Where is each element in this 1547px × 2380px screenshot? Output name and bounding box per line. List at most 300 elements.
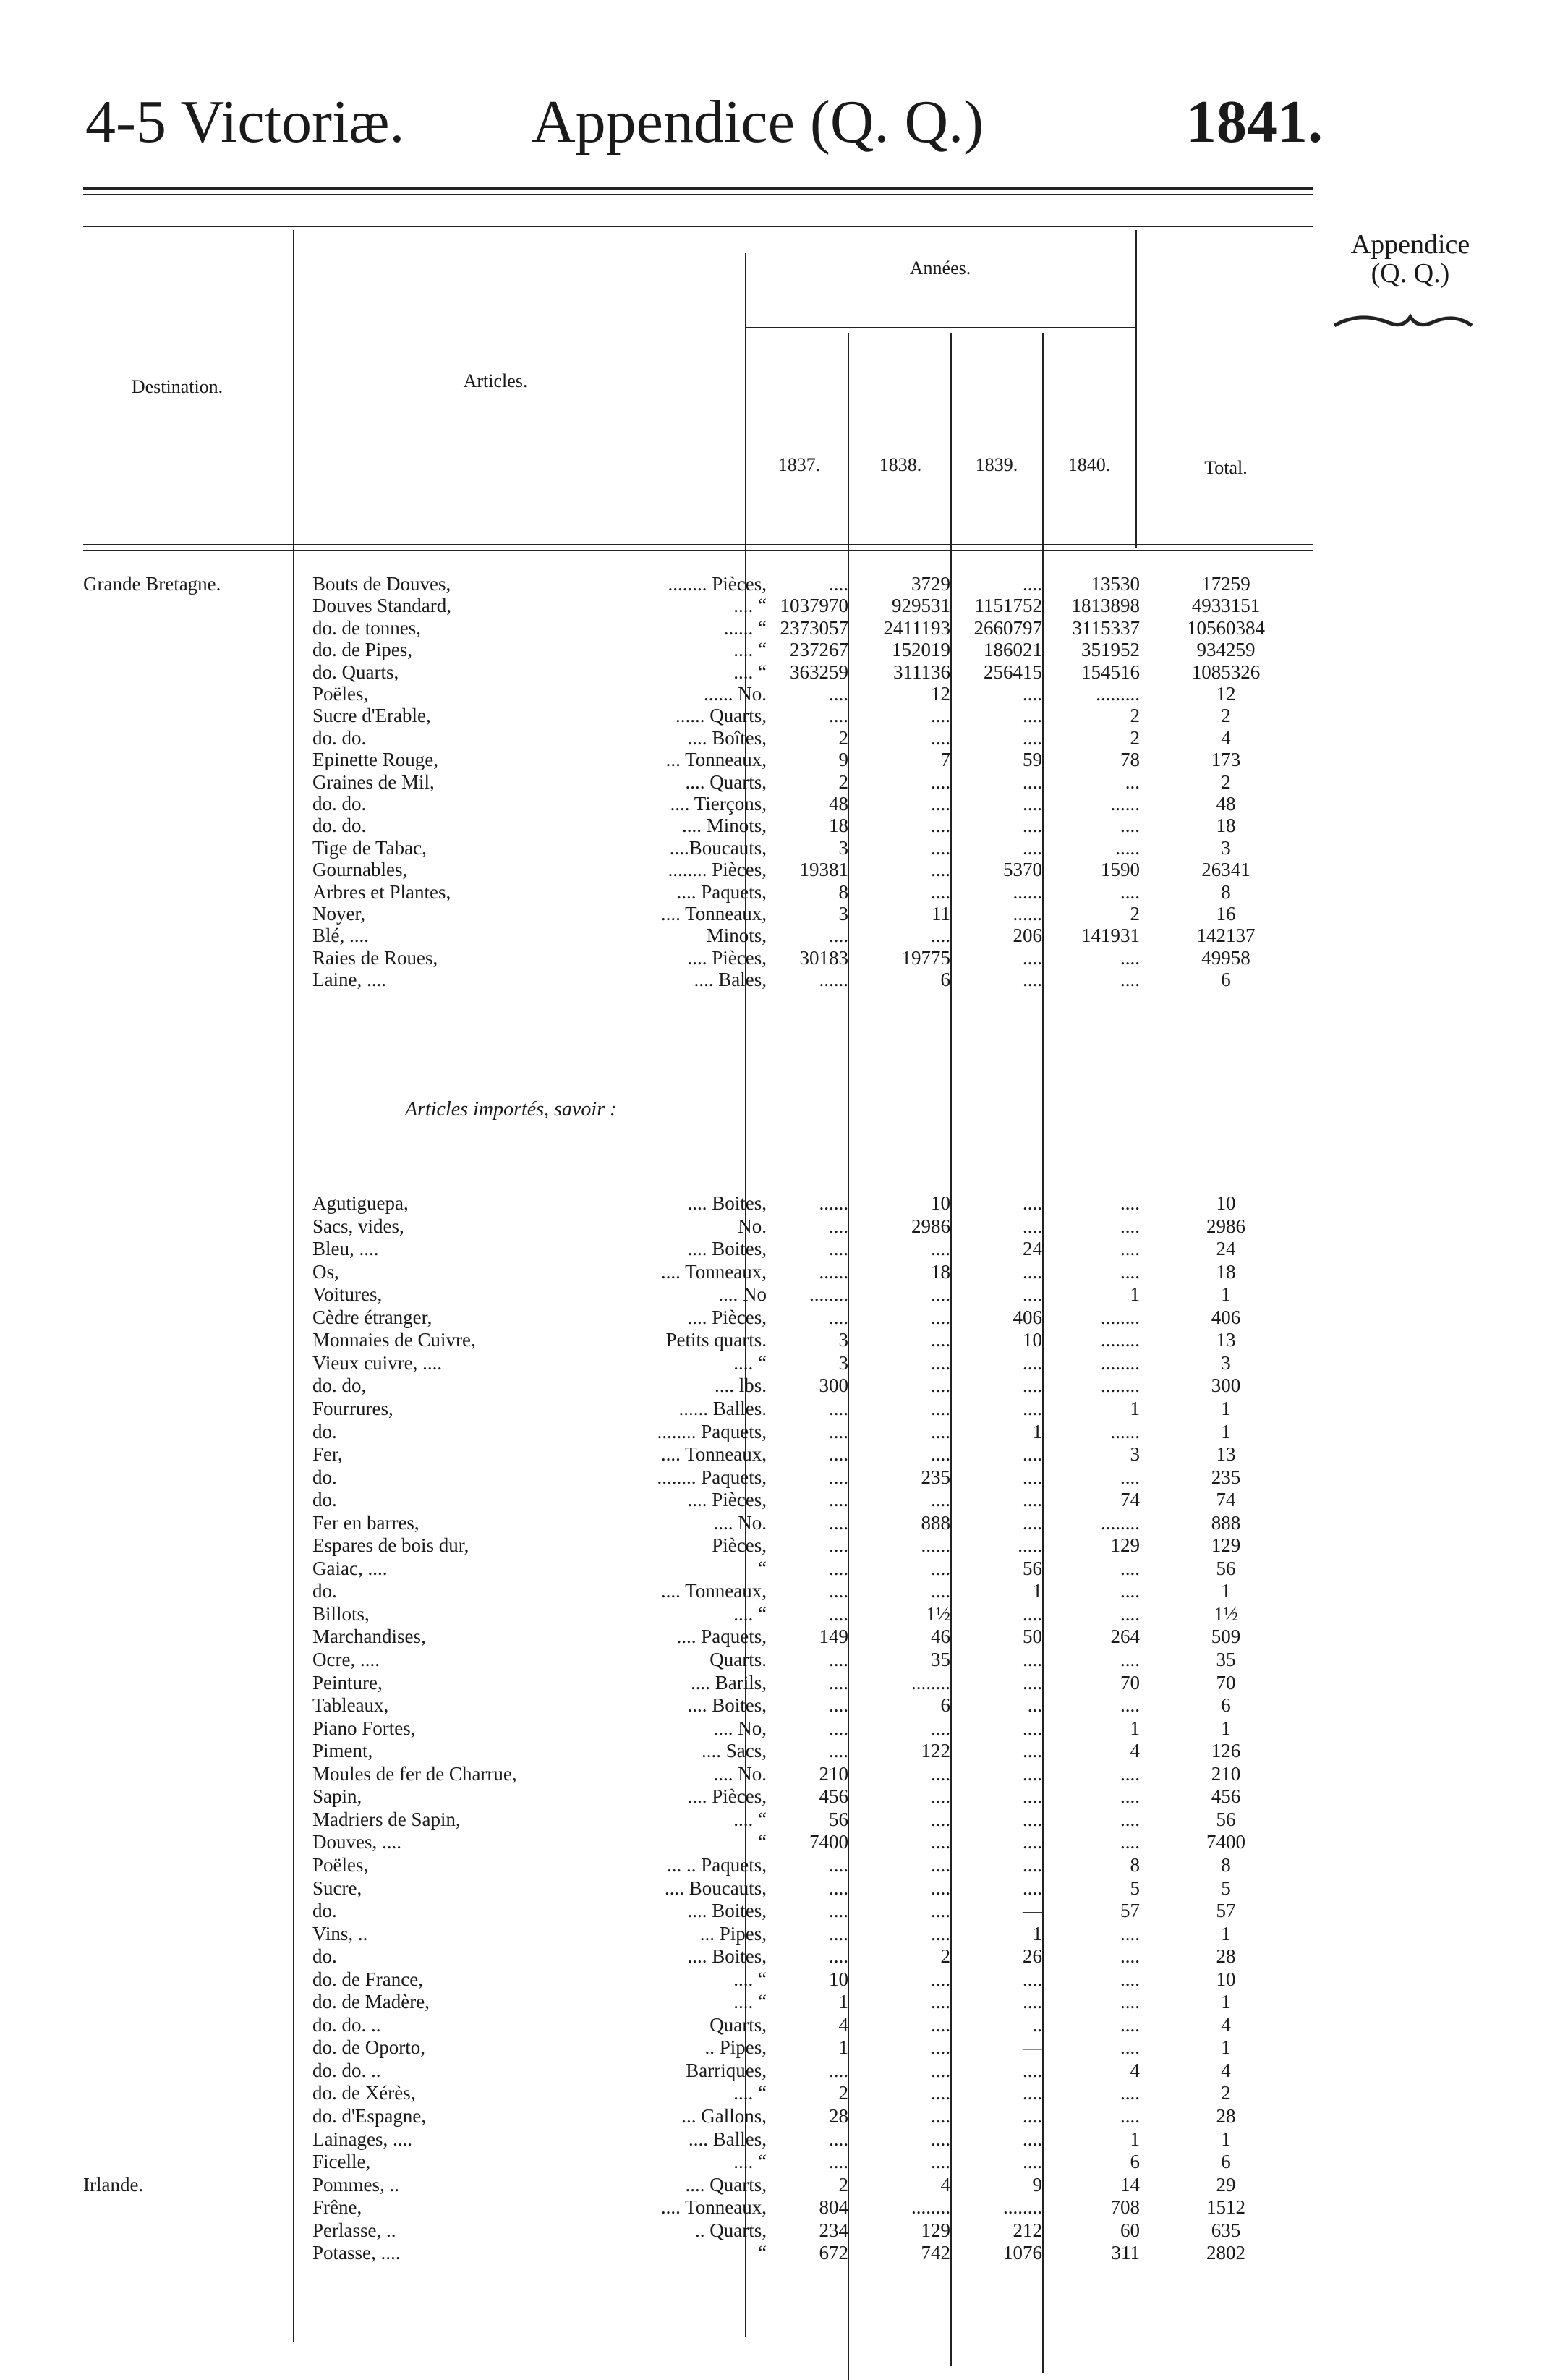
article-cell: Madriers de Sapin, <box>312 1808 461 1830</box>
table-row <box>0 771 1547 794</box>
value-1838-cell: .... <box>931 1557 950 1579</box>
value-1837-cell: .... <box>829 1649 848 1670</box>
table-row <box>0 1968 1547 1991</box>
table-row <box>0 815 1547 837</box>
value-1839-cell: .... <box>1023 836 1042 859</box>
unit-cell: Quarts, <box>709 2013 767 2036</box>
unit-cell: ...... “ <box>723 616 767 639</box>
value-1840-cell: ...... <box>1110 1420 1140 1442</box>
value-1837-cell: .... <box>829 1717 848 1739</box>
value-1838-cell: .... <box>931 2036 950 2059</box>
value-1839-cell: 9 <box>1032 2173 1042 2196</box>
table-row <box>0 1900 1547 1922</box>
unit-cell: .... “ <box>733 1602 767 1625</box>
total-cell: 35 <box>1216 1649 1236 1670</box>
value-1840-cell: .... <box>1120 946 1140 969</box>
total-cell: 24 <box>1216 1238 1236 1260</box>
destination-cell: Grande Bretagne. <box>83 573 221 595</box>
header-bottom-rule-thin <box>83 550 1313 551</box>
value-1838-cell: .... <box>931 1351 950 1374</box>
value-1839-cell: .... <box>1023 1785 1042 1808</box>
header-right: 1841. <box>1186 88 1323 156</box>
col-header-years: Années. <box>909 258 971 279</box>
article-cell: Noyer, <box>312 903 366 925</box>
unit-cell: .. Quarts, <box>695 2219 767 2241</box>
unit-cell: .... Bales, <box>694 969 767 991</box>
article-cell: Poëles, <box>312 1853 369 1876</box>
value-1838-cell: .... <box>931 1329 950 1351</box>
unit-cell: .... Tonneaux, <box>660 1260 767 1283</box>
value-1839-cell: .... <box>1023 770 1042 793</box>
value-1837-cell: 3 <box>838 1329 848 1351</box>
col-header-1837: 1837. <box>777 454 821 475</box>
total-cell: 1512 <box>1206 2196 1245 2219</box>
article-cell: do. de tonnes, <box>312 616 421 639</box>
value-1839-cell: 212 <box>1013 2219 1042 2241</box>
value-1838-cell: .... <box>931 1762 950 1785</box>
article-cell: Bouts de Douves, <box>312 573 451 595</box>
table-row <box>0 1489 1547 1511</box>
article-cell: Bleu, .... <box>312 1238 379 1260</box>
article-cell: Fer en barres, <box>312 1511 419 1534</box>
table-row <box>0 683 1547 705</box>
value-1840-cell: 141931 <box>1081 925 1140 947</box>
value-1840-cell: .... <box>1120 2013 1140 2036</box>
value-1840-cell: .... <box>1120 880 1140 903</box>
value-1838-cell: 2 <box>940 1945 950 1968</box>
value-1839-cell: ...... <box>1013 880 1042 903</box>
value-1838-cell: .... <box>931 1443 950 1466</box>
value-1840-cell: 74 <box>1120 1489 1140 1511</box>
value-1840-cell: 154516 <box>1081 660 1140 683</box>
value-1837-cell: .... <box>829 1511 848 1534</box>
value-1837-cell: 2373057 <box>780 616 848 639</box>
value-1838-cell: .... <box>931 859 950 881</box>
article-cell: Sapin, <box>312 1785 362 1808</box>
value-1840-cell: .... <box>1120 1968 1140 1990</box>
value-1839-cell: .... <box>1023 1192 1042 1214</box>
article-cell: Moules de fer de Charrue, <box>312 1762 517 1785</box>
value-1840-cell: 129 <box>1110 1534 1140 1557</box>
article-cell: do. <box>312 1466 337 1488</box>
article-cell: Laine, .... <box>312 969 386 991</box>
value-1838-cell: .... <box>931 1580 950 1602</box>
value-1840-cell: 1 <box>1130 2128 1140 2150</box>
value-1838-cell: .... <box>931 1853 950 1876</box>
value-1840-cell: .... <box>1120 2036 1140 2059</box>
value-1840-cell: 3 <box>1130 1443 1140 1466</box>
value-1840-cell: 708 <box>1110 2196 1140 2219</box>
value-1837-cell: 10 <box>829 1968 848 1990</box>
value-1837-cell: .... <box>829 683 848 705</box>
table-row <box>0 1809 1547 1831</box>
value-1840-cell: ........ <box>1101 1351 1140 1374</box>
unit-cell: Barriques, <box>686 2059 767 2081</box>
total-cell: 1085326 <box>1191 660 1261 683</box>
unit-cell: “ <box>758 1831 767 1853</box>
unit-cell: “ <box>758 1557 767 1579</box>
value-1839-cell: .... <box>1023 969 1042 991</box>
value-1837-cell: .... <box>829 1671 848 1693</box>
value-1837-cell: 234 <box>819 2219 848 2241</box>
value-1839-cell: .... <box>1023 705 1042 727</box>
total-cell: 70 <box>1216 1671 1236 1693</box>
total-cell: 13 <box>1216 1329 1236 1351</box>
value-1840-cell: 2 <box>1130 705 1140 727</box>
article-cell: Poëles, <box>312 683 369 705</box>
value-1837-cell: .... <box>829 1466 848 1488</box>
value-1838-cell: .... <box>931 1489 950 1511</box>
value-1837-cell: .... <box>829 1238 848 1260</box>
value-1837-cell: 56 <box>829 1808 848 1830</box>
article-cell: Espares de bois dur, <box>312 1534 469 1557</box>
value-1837-cell: ...... <box>819 1260 848 1283</box>
value-1839-cell: .... <box>1023 815 1042 837</box>
article-cell: do. d'Espagne, <box>312 2105 427 2127</box>
value-1839-cell: .... <box>1023 1831 1042 1853</box>
value-1837-cell: .... <box>829 925 848 947</box>
value-1837-cell: .... <box>829 1215 848 1237</box>
value-1839-cell: 5370 <box>1003 859 1042 881</box>
article-cell: do. <box>312 1945 337 1968</box>
unit-cell: .... No. <box>713 1511 767 1534</box>
value-1839-cell: 186021 <box>984 639 1042 661</box>
value-1838-cell: 129 <box>921 2219 950 2241</box>
table-row <box>0 1374 1547 1397</box>
unit-cell: .... “ <box>733 2082 767 2104</box>
value-1839-cell: 24 <box>1023 1238 1042 1260</box>
value-1838-cell: .... <box>931 1968 950 1990</box>
table-row <box>0 1557 1547 1580</box>
unit-cell: .... Tonneaux, <box>660 903 767 925</box>
value-1839-cell: 1151752 <box>974 595 1042 617</box>
value-1839-cell: 26 <box>1023 1945 1042 1968</box>
value-1839-cell: 59 <box>1023 749 1042 771</box>
total-cell: 13 <box>1216 1443 1236 1466</box>
value-1839-cell: 56 <box>1023 1557 1042 1579</box>
unit-cell: Pièces, <box>712 1534 767 1557</box>
table-row <box>0 1991 1547 2013</box>
table-row <box>0 1717 1547 1740</box>
value-1838-cell: .... <box>931 726 950 749</box>
header-bottom-rule <box>83 544 1313 545</box>
header-rule <box>83 187 1313 190</box>
article-cell: Piment, <box>312 1740 373 1762</box>
total-cell: 173 <box>1211 749 1241 771</box>
value-1840-cell: .... <box>1120 1922 1140 1945</box>
total-cell: 1 <box>1221 1580 1231 1602</box>
total-cell: 235 <box>1211 1466 1241 1488</box>
table-row <box>0 2151 1547 2173</box>
table-row <box>0 1740 1547 1762</box>
article-cell: Fer, <box>312 1443 343 1466</box>
total-cell: 2986 <box>1206 1215 1245 1237</box>
value-1840-cell: 4 <box>1130 2059 1140 2081</box>
value-1839-cell: 1 <box>1032 1420 1042 1442</box>
value-1838-cell: 10 <box>931 1192 950 1214</box>
total-cell: 4933151 <box>1191 595 1261 617</box>
total-cell: 1½ <box>1214 1602 1238 1625</box>
value-1838-cell: .... <box>931 1831 950 1853</box>
value-1838-cell: .... <box>931 1922 950 1945</box>
header-rule-thin <box>83 194 1313 195</box>
unit-cell: .... “ <box>733 1808 767 1830</box>
value-1839-cell: .... <box>1023 1968 1042 1990</box>
total-cell: 456 <box>1211 1785 1241 1808</box>
table-row <box>0 749 1547 771</box>
unit-cell: .... Paquets, <box>676 880 767 903</box>
value-1837-cell: .... <box>829 1306 848 1328</box>
total-cell: 1 <box>1221 1283 1231 1306</box>
value-1839-cell: 50 <box>1023 1625 1042 1648</box>
col-header-1838: 1838. <box>879 454 922 475</box>
article-cell: do. do. <box>312 793 367 815</box>
value-1837-cell: 28 <box>829 2105 848 2127</box>
table-row <box>0 705 1547 727</box>
table-top-rule <box>83 226 1313 227</box>
col-header-1840: 1840. <box>1067 454 1111 475</box>
article-cell: Epinette Rouge, <box>312 749 438 771</box>
article-cell: do. de Xérès, <box>312 2082 416 2104</box>
value-1837-cell: .... <box>829 1534 848 1557</box>
value-1840-cell: ......... <box>1096 683 1140 705</box>
value-1837-cell: .... <box>829 2059 848 2081</box>
article-cell: do. de Oporto, <box>312 2036 425 2059</box>
table-row <box>0 947 1547 969</box>
value-1840-cell: .... <box>1120 2082 1140 2104</box>
value-1838-cell: 19775 <box>901 946 950 969</box>
unit-cell: .... “ <box>733 595 767 617</box>
article-cell: do. de Madère, <box>312 1991 430 2013</box>
destination-cell: Irlande. <box>83 2173 144 2196</box>
article-cell: Piano Fortes, <box>312 1717 416 1739</box>
value-1837-cell: 4 <box>838 2013 848 2036</box>
value-1839-cell: .... <box>1023 1466 1042 1488</box>
article-cell: do. do. .. <box>312 2059 381 2081</box>
value-1837-cell: 8 <box>838 880 848 903</box>
total-cell: 406 <box>1211 1306 1241 1328</box>
value-1840-cell: 78 <box>1120 749 1140 771</box>
unit-cell: .... Boites, <box>687 1945 767 1968</box>
unit-cell: .... Pièces, <box>687 946 767 969</box>
table-row <box>0 573 1547 595</box>
value-1838-cell: .... <box>931 1717 950 1739</box>
value-1838-cell: .... <box>931 925 950 947</box>
unit-cell: .... “ <box>733 639 767 661</box>
value-1839-cell: .... <box>1023 1489 1042 1511</box>
value-1838-cell: 152019 <box>892 639 950 661</box>
value-1839-cell: .... <box>1023 1808 1042 1830</box>
article-cell: do. <box>312 1900 337 1922</box>
value-1837-cell: 3 <box>838 903 848 925</box>
value-1840-cell: 4 <box>1130 1740 1140 1762</box>
value-1837-cell: .... <box>829 1877 848 1899</box>
table-row <box>0 1785 1547 1808</box>
article-cell: Peinture, <box>312 1671 383 1693</box>
value-1838-cell: 6 <box>940 1694 950 1717</box>
value-1838-cell: 12 <box>931 683 950 705</box>
unit-cell: ...... Balles. <box>678 1397 767 1419</box>
margin-note <box>1334 230 1486 288</box>
table-row <box>0 2242 1547 2264</box>
article-cell: do. de France, <box>312 1968 423 1990</box>
unit-cell: .... Quarts, <box>685 2173 767 2196</box>
value-1839-cell: .... <box>1023 946 1042 969</box>
value-1837-cell: 804 <box>819 2196 848 2219</box>
unit-cell: ... Tonneaux, <box>665 749 767 771</box>
table-row <box>0 1694 1547 1717</box>
value-1840-cell: .... <box>1120 1580 1140 1602</box>
value-1837-cell: 19381 <box>799 859 848 881</box>
value-1837-cell: 456 <box>819 1785 848 1808</box>
value-1839-cell: .... <box>1023 2105 1042 2127</box>
value-1837-cell: .... <box>829 1489 848 1511</box>
value-1840-cell: 60 <box>1120 2219 1140 2241</box>
total-cell: 48 <box>1216 793 1236 815</box>
value-1837-cell: .... <box>829 1420 848 1442</box>
article-cell: Perlasse, .. <box>312 2219 396 2241</box>
table-row <box>0 1580 1547 1602</box>
value-1839-cell: .... <box>1023 1374 1042 1397</box>
value-1838-cell: .... <box>931 2128 950 2150</box>
value-1839-cell: .... <box>1023 1671 1042 1693</box>
total-cell: 126 <box>1211 1740 1241 1762</box>
value-1839-cell: .... <box>1023 2151 1042 2173</box>
value-1840-cell: 57 <box>1120 1900 1140 1922</box>
margin-note-line2: (Q. Q.) <box>1371 258 1450 289</box>
unit-cell: .... Quarts, <box>685 770 767 793</box>
article-cell: Os, <box>312 1260 339 1283</box>
value-1837-cell: 2 <box>838 2173 848 2196</box>
total-cell: 2802 <box>1206 2242 1245 2264</box>
value-1837-cell: .... <box>829 1580 848 1602</box>
article-cell: Blé, .... <box>312 925 369 947</box>
unit-cell: .... lbs. <box>714 1374 767 1397</box>
article-cell: Ocre, .... <box>312 1649 380 1670</box>
value-1840-cell: 2 <box>1130 726 1140 749</box>
unit-cell: “ <box>758 2242 767 2264</box>
table-row <box>0 1512 1547 1534</box>
article-cell: Sucre d'Erable, <box>312 705 431 727</box>
unit-cell: .... Tierçons, <box>670 793 767 815</box>
unit-cell: .... No. <box>713 1762 767 1785</box>
col-header-destination: Destination. <box>131 376 223 397</box>
unit-cell: ... Pipes, <box>699 1922 767 1945</box>
table-row <box>0 1649 1547 1671</box>
value-1838-cell: .... <box>931 1808 950 1830</box>
article-cell: Agutiguepa, <box>312 1192 409 1214</box>
value-1840-cell: 351952 <box>1081 639 1140 661</box>
article-cell: do. <box>312 1580 337 1602</box>
value-1840-cell: 1 <box>1130 1283 1140 1306</box>
article-cell: Gournables, <box>312 859 408 881</box>
total-cell: 8 <box>1221 880 1231 903</box>
value-1839-cell: .... <box>1023 1397 1042 1419</box>
table-row <box>0 925 1547 947</box>
table-row <box>0 2082 1547 2104</box>
value-1838-cell: .... <box>931 1785 950 1808</box>
value-1840-cell: ........ <box>1101 1511 1140 1534</box>
table-row <box>0 1398 1547 1420</box>
value-1839-cell: .... <box>1023 1991 1042 2013</box>
article-cell: Lainages, .... <box>312 2128 412 2150</box>
value-1839-cell: .... <box>1023 1602 1042 1625</box>
value-1837-cell: .... <box>829 573 848 595</box>
value-1840-cell: .... <box>1120 1215 1140 1237</box>
table-row <box>0 1421 1547 1443</box>
total-cell: 210 <box>1211 1762 1241 1785</box>
article-cell: Frêne, <box>312 2196 362 2219</box>
value-1838-cell: 46 <box>931 1625 950 1648</box>
total-cell: 1 <box>1221 1922 1231 1945</box>
value-1840-cell: .... <box>1120 815 1140 837</box>
total-cell: 129 <box>1211 1534 1241 1557</box>
table-row <box>0 727 1547 749</box>
table-row <box>0 2105 1547 2128</box>
unit-cell: ........ Pièces, <box>668 573 767 595</box>
total-cell: 888 <box>1211 1511 1241 1534</box>
article-cell: Voitures, <box>312 1283 383 1306</box>
table-row <box>0 859 1547 881</box>
total-cell: 4 <box>1221 2013 1231 2036</box>
unit-cell: .... Boites, <box>687 1900 767 1922</box>
unit-cell: .... Boites, <box>687 1192 767 1214</box>
value-1837-cell: .... <box>829 1397 848 1419</box>
value-1838-cell: ........ <box>911 2196 950 2219</box>
table-row <box>0 1283 1547 1306</box>
unit-cell: .... Boucauts, <box>665 1877 767 1899</box>
unit-cell: .... Tonneaux, <box>660 1580 767 1602</box>
table-row <box>0 1672 1547 1694</box>
table-row <box>0 2219 1547 2242</box>
value-1837-cell: 48 <box>829 793 848 815</box>
article-cell: Fourrures, <box>312 1397 393 1419</box>
table-row <box>0 1329 1547 1351</box>
value-1837-cell: .... <box>829 1740 848 1762</box>
value-1837-cell: .... <box>829 2151 848 2173</box>
table-row <box>0 1215 1547 1238</box>
value-1838-cell: .... <box>931 2059 950 2081</box>
value-1837-cell: 149 <box>819 1625 848 1648</box>
table-row <box>0 1443 1547 1466</box>
total-cell: 2 <box>1221 2082 1231 2104</box>
value-1838-cell: .... <box>931 1397 950 1419</box>
table-row <box>0 881 1547 904</box>
value-1838-cell: ........ <box>911 1671 950 1693</box>
value-1838-cell: 6 <box>940 969 950 991</box>
value-1839-cell: .... <box>1023 726 1042 749</box>
value-1837-cell: 9 <box>838 749 848 771</box>
value-1839-cell: .... <box>1023 1443 1042 1466</box>
table-row <box>0 1352 1547 1374</box>
article-cell: Raies de Roues, <box>312 946 438 969</box>
value-1838-cell: .... <box>931 1374 950 1397</box>
value-1838-cell: 122 <box>921 1740 950 1762</box>
unit-cell: Minots, <box>706 925 767 947</box>
value-1839-cell: 2660797 <box>973 616 1042 639</box>
table-row <box>0 1603 1547 1625</box>
value-1840-cell: .... <box>1120 1649 1140 1670</box>
value-1840-cell: 3115337 <box>1072 616 1140 639</box>
article-cell: Tige de Tabac, <box>312 836 427 859</box>
unit-cell: ....Boucauts, <box>669 836 767 859</box>
table-row <box>0 2036 1547 2059</box>
value-1839-cell: .... <box>1023 1740 1042 1762</box>
unit-cell: .... Pièces, <box>687 1489 767 1511</box>
value-1839-cell: .... <box>1023 2082 1042 2104</box>
value-1840-cell: .... <box>1120 1238 1140 1260</box>
value-1837-cell: 2 <box>838 2082 848 2104</box>
